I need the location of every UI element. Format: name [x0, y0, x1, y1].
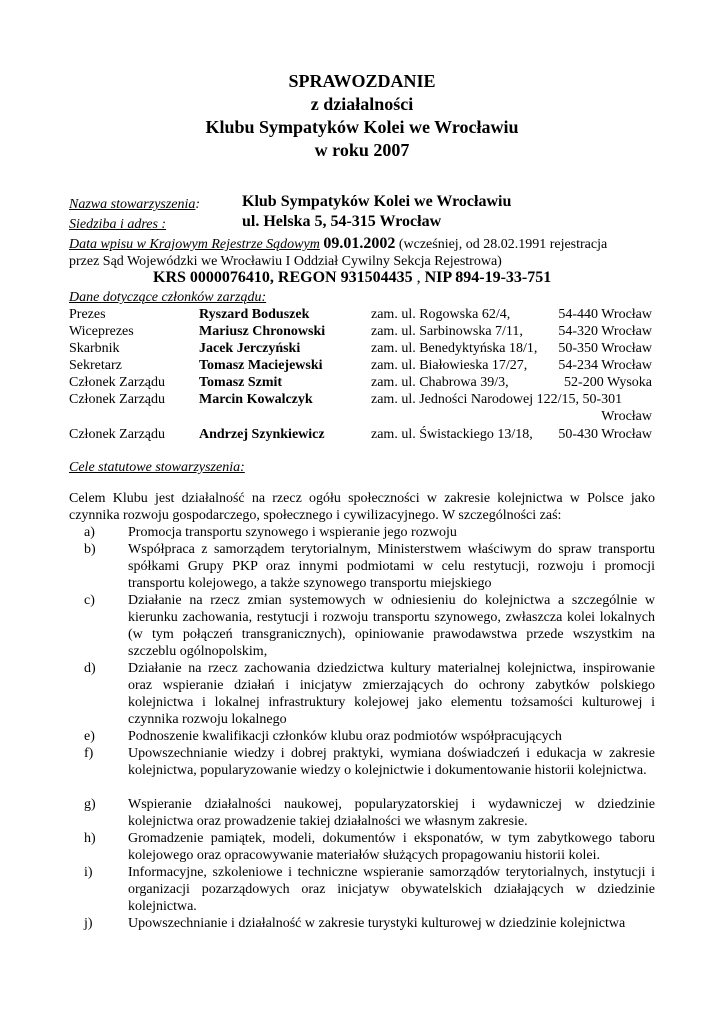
board-member-city: 50-430 Wrocław — [558, 427, 652, 442]
board-role: Skarbnik — [69, 341, 120, 356]
registry-date: 09.01.2002 — [323, 235, 396, 252]
title-line-4: w roku 2007 — [314, 140, 410, 160]
list-item-letter: f) — [84, 746, 94, 761]
board-member-address: zam. ul. Sarbinowska 7/11, — [371, 324, 523, 339]
board-member-name: Mariusz Chronowski — [199, 324, 326, 339]
board-member-name: Tomasz Maciejewski — [199, 358, 323, 373]
title-line-3: Klubu Sympatyków Kolei we Wrocławiu — [205, 117, 519, 137]
board-role: Sekretarz — [69, 358, 122, 373]
list-item-text: Działanie na rzecz zachowania dziedzictwa kultury materialnej kolejnictwa, inspirowanie oraz wspieranie działań i inicjatyw zmierzających do ochrony zabytków polskiego kolejnictwa i lokalnej infrastruktury kolejowej jako elementu tożsamości kulturowej i czynnika rozwoju lokalnego — [128, 661, 655, 727]
list-item-text: Upowszechnianie wiedzy i dobrej praktyki, wymiana doświadczeń i edukacja w zakresie kolejnictwa, popularyzowanie wiedzy o kolejnictwie i dokumentowanie historii kolejnictwa. — [128, 746, 655, 778]
list-item-letter: a) — [84, 525, 95, 540]
board-member-city: 52-200 Wysoka — [564, 375, 652, 390]
board-role: Wiceprezes — [69, 324, 134, 339]
board-member-address: zam. ul. Jedności Narodowej 122/15, 50-301 — [371, 392, 623, 407]
registry-note-1: (wcześniej, od 28.02.1991 rejestracja — [398, 237, 608, 252]
board-member-city: 54-320 Wrocław — [558, 324, 652, 339]
board-member-address: zam. ul. Białowieska 17/27, — [371, 358, 528, 373]
board-member-name: Marcin Kowalczyk — [199, 392, 313, 407]
org-name-label-wrap — [69, 196, 200, 213]
list-item-letter: c) — [84, 593, 95, 608]
krs-regon: KRS 0000076410, REGON 931504435 — [153, 269, 413, 286]
board-member-address: zam. ul. Rogowska 62/4, — [371, 307, 511, 322]
board-member-name: Tomasz Szmit — [199, 375, 283, 390]
list-item-text: Gromadzenie pamiątek, modeli, dokumentów i eksponatów, w tym zabytkowego taboru kolejowego oraz opracowywanie materiałów służących propagowaniu historii kolei. — [128, 831, 655, 863]
board-role: Członek Zarządu — [69, 375, 166, 390]
goals-label: Cele statutowe stowarzyszenia: — [69, 460, 245, 475]
nip: NIP 894-19-33-751 — [424, 269, 552, 286]
list-item-text: Informacyjne, szkoleniowe i techniczne wspieranie samorządów terytorialnych, instytucji i organizacji pozarządowych oraz inicjatyw obywatelskich działających w dziedzinie kolejnictwa. — [128, 865, 655, 914]
list-item-letter: h) — [84, 831, 96, 846]
title-line-1: SPRAWOZDANIE — [288, 71, 436, 91]
org-address-label: Siedziba i adres : — [69, 217, 167, 232]
list-item-letter: j) — [84, 916, 93, 931]
registry-line — [69, 235, 607, 253]
org-address-value: ul. Helska 5, 54-315 Wrocław — [242, 213, 442, 230]
board-role: Członek Zarządu — [69, 427, 166, 442]
list-item-text: Podnoszenie kwalifikacji członków klubu oraz podmiotów współpracujących — [128, 729, 562, 744]
list-item-letter: i) — [84, 865, 93, 880]
document-title — [0, 70, 724, 162]
board-role: Prezes — [69, 307, 106, 322]
list-item-text: Współpraca z samorządem terytorialnym, Ministerstwem właściwym do spraw transportu spółkami Grupy PKP oraz innymi podmiotami w celu restytucji, rozwoju i promocji transportu kolejowego, a także szynowego transportu miejskiego — [128, 542, 655, 591]
org-name-value: Klub Sympatyków Kolei we Wrocławiu — [242, 193, 512, 210]
board-role: Członek Zarządu — [69, 392, 166, 407]
krs-line — [153, 269, 551, 286]
board-member-city: 50-350 Wrocław — [558, 341, 652, 356]
org-name-label-colon: : — [195, 197, 201, 212]
board-member-address: zam. ul. Świstackiego 13/18, — [371, 427, 533, 442]
list-item-text: Promocja transportu szynowego i wspieranie jego rozwoju — [128, 525, 457, 540]
list-item-text: Wspieranie działalności naukowej, popularyzatorskiej i wydawniczej w dziedzinie kolejnictwa oraz prowadzenie takiej działalności we własnym zakresie. — [128, 797, 655, 829]
board-member-city: Wrocław — [601, 409, 652, 424]
board-member-name: Jacek Jerczyński — [199, 341, 301, 356]
board-member-name: Ryszard Boduszek — [199, 307, 310, 322]
list-item-text: Działanie na rzecz zmian systemowych w odniesieniu do kolejnictwa a szczególnie w kierunku zachowania, restytucji i rozwoju transportu szynowego, zwłaszcza kolei lokalnych (w tym połączeń transgranicznych), opiniowanie prawodawstwa przede wszystkim na szczeblu ogólnopolskim, — [128, 593, 655, 659]
board-member-address: zam. ul. Benedyktyńska 18/1, — [371, 341, 538, 356]
board-member-address: zam. ul. Chabrowa 39/3, — [371, 375, 509, 390]
board-member-city: 54-440 Wrocław — [558, 307, 652, 322]
list-item-letter: d) — [84, 661, 96, 676]
title-line-2: z działalności — [310, 94, 414, 114]
registry-label: Data wpisu w Krajowym Rejestrze Sądowym — [69, 237, 320, 252]
registry-note-2: przez Sąd Wojewódzki we Wrocławiu I Oddział Cywilny Sekcja Rejestrowa) — [69, 254, 502, 269]
org-name-label: Nazwa stowarzyszenia — [69, 197, 196, 212]
board-label: Dane dotyczące członków zarządu: — [69, 290, 267, 305]
list-item-text: Upowszechnianie i działalność w zakresie turystyki kulturowej w dziedzinie kolejnictwa — [128, 916, 626, 931]
board-member-name: Andrzej Szynkiewicz — [199, 427, 325, 442]
list-item-letter: b) — [84, 542, 96, 557]
goals-intro: Celem Klubu jest działalność na rzecz ogółu społeczności w zakresie kolejnictwa w Polsce jako czynnika rozwoju gospodarczego, społecznego i cywilizacyjnego. W szczególności zaś: — [69, 491, 655, 523]
krs-comma: , — [412, 269, 425, 286]
list-item-letter: g) — [84, 797, 96, 812]
list-item-letter: e) — [84, 729, 95, 744]
board-member-city: 54-234 Wrocław — [558, 358, 652, 373]
